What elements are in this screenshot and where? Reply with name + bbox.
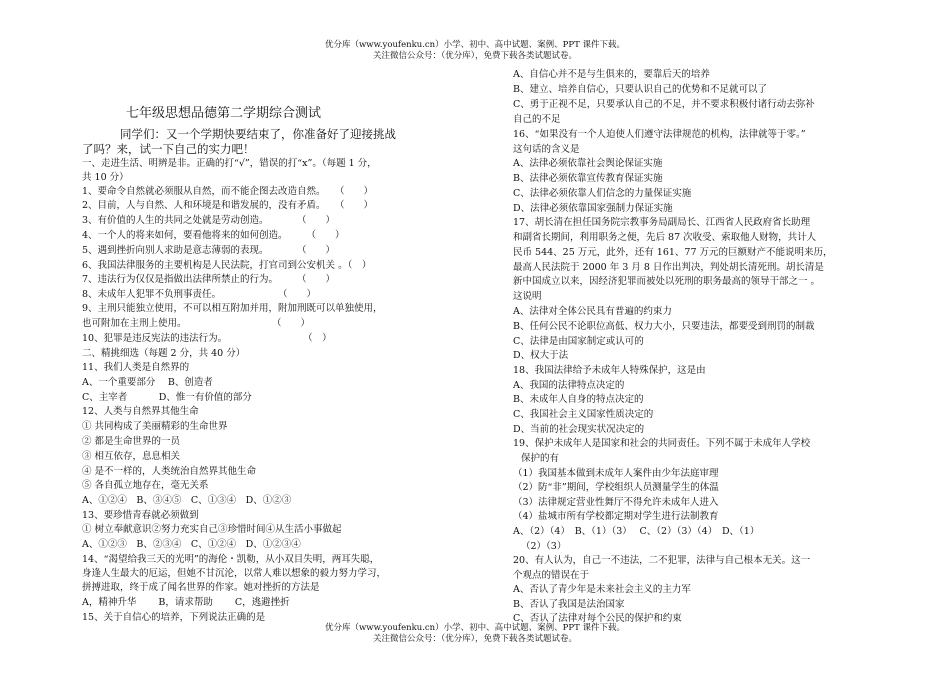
right-text-line: B、法律必须依靠宣传教育保证实施 bbox=[513, 173, 663, 184]
left-text-line: 11、我们人类是自然界的 bbox=[82, 362, 190, 373]
right-text-line: 19、保护未成年人是国家和社会的共同责任。下列不属于未成年人学校 bbox=[513, 438, 811, 449]
page-header bbox=[0, 40, 950, 62]
left-text-line: ① 共同构成了美丽精彩的生命世界 bbox=[82, 421, 228, 432]
right-text-line: （1）我国基本做到未成年人案件由少年法庭审理 bbox=[513, 468, 719, 479]
right-text-line: A、（2）（4） B、（1）（3） C、（2）（3）（4） D、（1） bbox=[513, 526, 760, 537]
right-text-line: （3）法律规定营业性舞厅不得允许未成年人进入 bbox=[513, 497, 719, 508]
right-text-line: A、法律对全体公民具有普遍的约束力 bbox=[513, 306, 672, 317]
right-text-line: 最高人民法院于 2000 年 3 月 8 日作出判决，判处胡长清死刑。胡长清是 bbox=[513, 262, 824, 273]
right-text-line: 17、胡长清在担任国务院宗教事务局副局长、江西省人民政府省长助理 bbox=[513, 217, 811, 228]
right-text-line: C、法律必须依靠人们信念的力量保证实施 bbox=[513, 188, 692, 199]
left-text-line: ① 树立奉献意识②努力充实自己③珍惜时间④从生活小事做起 bbox=[82, 524, 342, 535]
left-text-line: A、①②④ B、③④⑤ C、①③④ D、①②③ bbox=[82, 495, 292, 506]
right-text-line: A、法律必须依靠社会舆论保证实施 bbox=[513, 158, 663, 169]
left-text-line: 14、“渴望给我三天的光明”的海伦・凯勒，从小双目失明，两耳失聪， bbox=[82, 554, 380, 565]
right-text-line: B、否认了我国是法治国家 bbox=[513, 599, 625, 610]
right-text-line: （2）（3） bbox=[521, 541, 567, 552]
left-text-line: A，精神升华 B，请求帮助 C，逃避挫折 bbox=[82, 597, 290, 608]
left-text-line: 身逢人生最大的厄运，但她不甘沉沦，以常人难以想象的毅力努力学习， bbox=[82, 568, 387, 579]
right-text-line: B、建立、培养自信心，只要认识自己的优势和不足就可以了 bbox=[513, 84, 767, 95]
left-text-line: ③ 相互依存，息息相关 bbox=[82, 451, 181, 462]
left-text-line: 8、未成年人犯罪不负刑事责任。 （ ） bbox=[82, 289, 317, 300]
left-text-line: 6、我国法律服务的主要机构是人民法院，打官司到公安机关 。（ ） bbox=[82, 260, 372, 271]
right-text-line: 保护的有 bbox=[521, 453, 560, 464]
right-text-line: D、权大于法 bbox=[513, 350, 569, 361]
right-text-line: C、我国社会主义国家性质决定的 bbox=[513, 409, 654, 420]
page-footer bbox=[0, 623, 950, 645]
left-text-line: 一、走进生活、明辨是非。正确的打“√”，错误的打“ⅹ”。（每题 1 分， bbox=[82, 158, 377, 169]
left-text-line: 二、精挑细选（每题 2 分，共 40 分） bbox=[82, 348, 246, 359]
left-text-line: A、一个重要部分 B、创造者 bbox=[82, 377, 213, 388]
right-text-line: （4）盐城市所有学校都定期对学生进行法制教育 bbox=[513, 511, 719, 522]
left-text-line: ⑤ 各自孤立地存在，毫无关系 bbox=[82, 480, 209, 491]
right-text-line: 这句话的含义是 bbox=[513, 144, 580, 155]
right-text-line: 20、有人认为，自己一不违法，二不犯罪，法律与自己根本无关。这一 bbox=[513, 555, 811, 566]
right-text-line: A、我国的法律特点决定的 bbox=[513, 380, 625, 391]
left-text-line: A、①②③ B、②③④ C、①②④ D、①②③④ bbox=[82, 539, 301, 550]
left-text-line: 15、关于自信心的培养，下列说法正确的是 bbox=[82, 612, 266, 623]
right-text-line: 个观点的错误在于 bbox=[513, 570, 590, 581]
right-text-line: 自己的不足 bbox=[513, 114, 561, 125]
header-line-1: 优分库（www.youfenku.cn）小学、初中、高中试题、案例、PPT 课件下载。 bbox=[325, 40, 625, 50]
footer-line-1: 优分库（www.youfenku.cn）小学、初中、高中试题、案例、PPT 课件下载。 bbox=[325, 623, 625, 633]
right-text-line: C、法律是由国家制定或认可的 bbox=[513, 336, 644, 347]
left-text-line: ② 都是生命世界的一员 bbox=[82, 436, 181, 447]
right-text-line: 民币 544、25 万元，此外，还有 161、77 万元的巨额财产不能说明来历， bbox=[513, 247, 833, 258]
right-text-line: B、未成年人自身的特点决定的 bbox=[513, 394, 644, 405]
left-text-line: ④ 是不一样的，人类统治自然界其他生命 bbox=[82, 466, 257, 477]
left-text-line: 同学们：又一个学期快要结束了，你准备好了迎接挑战 bbox=[120, 127, 396, 141]
left-text-line: 了吗？来，试一下自己的实力吧！ bbox=[82, 142, 255, 156]
left-text-line: 3、有价值的人生的共同之处就是劳动创造。 （ ） bbox=[82, 215, 336, 226]
footer-line-2: 关注微信公众号：（优分库），免费下载各类试题试卷。 bbox=[372, 634, 577, 644]
left-text-line: 4、一个人的将来如何，要看他将来的如何创造。 （ ） bbox=[82, 230, 345, 241]
left-text-line: 2、目前，人与自然、人和环境是和谐发展的，没有矛盾。 （ ） bbox=[82, 200, 374, 211]
right-text-line: A、自信心并不是与生俱来的，要靠后天的培养 bbox=[513, 69, 710, 80]
left-text-line: 共 10 分） bbox=[82, 172, 129, 183]
right-text-line: D、当前的社会现实状况决定的 bbox=[513, 424, 645, 435]
left-text-line: 13、要珍惜青春就必须做到 bbox=[82, 510, 199, 521]
right-text-line: 18、我国法律给予未成年人特殊保护，这是由 bbox=[513, 365, 706, 376]
right-text-line: A、否认了青少年是未来社会主义的主力军 bbox=[513, 584, 691, 595]
right-text-line: C、否认了法律对每个公民的保护和约束 bbox=[513, 613, 682, 624]
right-text-line: 这说明 bbox=[513, 291, 542, 302]
left-text-line: 也可附加在主刑上使用。 （ ） bbox=[82, 318, 311, 329]
right-text-line: 新中国成立以来，因经济犯罪而被处以死刑的职务最高的领导干部之一 。 bbox=[513, 276, 821, 287]
right-text-line: C、勇于正视不足，只要承认自己的不足，并不要求积极付诸行动去弥补 bbox=[513, 99, 815, 110]
left-text-line: 7、违法行为仅仅是指做出法律所禁止的行为。 （ ） bbox=[82, 274, 336, 285]
left-text-line: 10、犯罪是违反宪法的违法行为。 （ ） bbox=[82, 333, 332, 344]
right-text-line: D、法律必须依靠国家强制力保证实施 bbox=[513, 203, 673, 214]
header-line-2: 关注微信公众号：（优分库），免费下载各类试题试卷。 bbox=[372, 51, 577, 61]
left-text-line: 七年级思想品德第二学期综合测试 bbox=[126, 106, 322, 121]
left-text-line: 9、主刑只能独立使用，不可以相互附加并用，附加刑既可以单独使用， bbox=[82, 303, 383, 314]
left-text-line: 拼搏进取，终于成了闻名世界的作家。她对挫折的方法是 bbox=[82, 582, 320, 593]
right-text-line: 和副省长期间，利用职务之便，先后 87 次收受、索取他人财物，共计人 bbox=[513, 232, 817, 243]
left-text-line: 5、遇到挫折向别人求助是意志薄弱的表现。 （ ） bbox=[82, 245, 336, 256]
left-text-line: 1、要命令自然就必须服从自然，而不能企图去改造自然。 （ ） bbox=[82, 186, 374, 197]
right-text-line: （2）防“非”期间，学校组织人员测量学生的体温 bbox=[513, 482, 719, 493]
left-text-line: 12、人类与自然界其他生命 bbox=[82, 406, 199, 417]
right-text-line: B、任何公民不论职位高低、权力大小，只要违法，都要受到刑罚的制裁 bbox=[513, 321, 815, 332]
right-text-line: 16、“如果没有一个人迫使人们遵守法律规范的机构，法律就等于零。” bbox=[513, 129, 806, 140]
left-text-line: C、主宰者 D、惟一有价值的部分 bbox=[82, 392, 252, 403]
